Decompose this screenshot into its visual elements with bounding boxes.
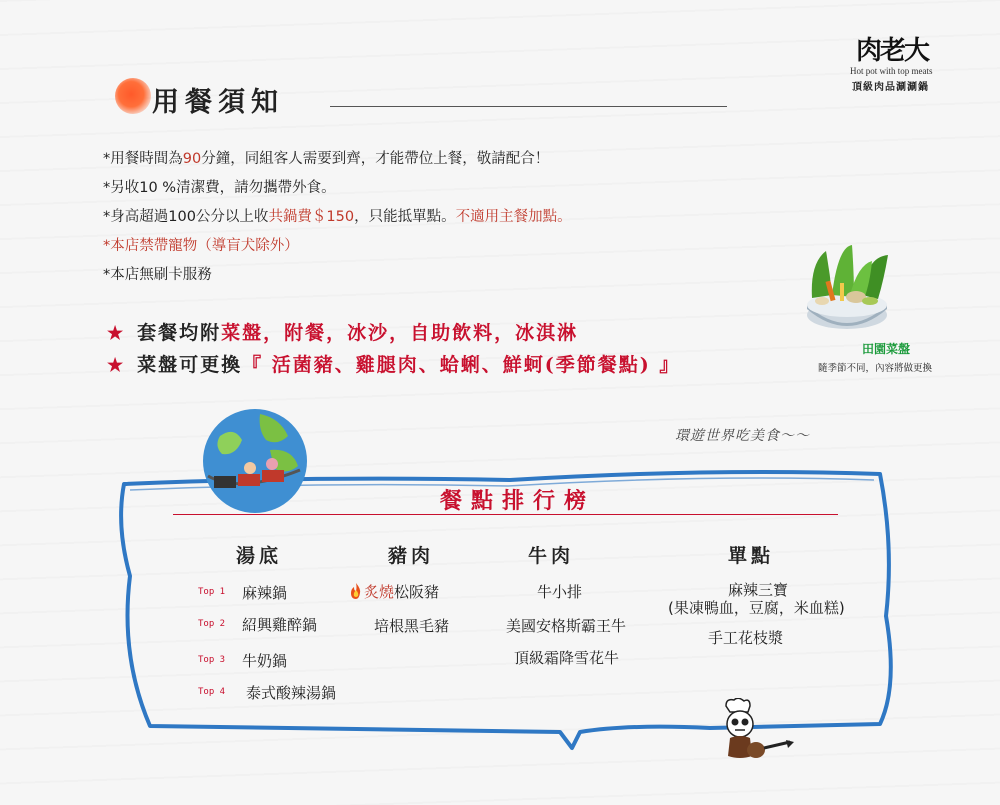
notice-no-pets: *本店禁帶寵物（導盲犬除外）: [103, 238, 299, 254]
heading-orange-dot: [115, 78, 151, 114]
brand-logo: [848, 30, 948, 100]
a-la-carte-item: 麻辣三寶: [728, 581, 789, 599]
soup-item: 牛奶鍋: [242, 652, 288, 670]
rank-label: Top 1: [198, 587, 226, 597]
column-header-a-la-carte: 單點: [728, 545, 775, 567]
notice-text: 分鐘，同組客人需要到齊，才能帶位上餐，敬請配合！: [201, 151, 550, 167]
rank-label: Top 2: [198, 619, 226, 629]
globe-train-illustration: [200, 406, 310, 516]
column-header-pork: 豬肉: [388, 545, 435, 567]
tag-flame-seared: 炙燒: [364, 583, 395, 601]
notice-no-cards: *本店無刷卡服務: [103, 267, 212, 283]
a-la-carte-item: 手工花枝漿: [708, 629, 784, 647]
plate-caption: 田園菜盤: [862, 342, 911, 356]
pork-item-name: 松阪豬: [394, 583, 440, 601]
star-icon: ★: [107, 323, 126, 344]
column-header-soup: 湯底: [236, 545, 283, 567]
travel-food-slogan: 環遊世界吃美食～～: [675, 428, 810, 444]
notice-dining-time: [103, 147, 549, 168]
fire-icon: [350, 583, 362, 599]
beef-item: 牛小排: [537, 583, 583, 601]
ranking-title-rule: [173, 514, 838, 515]
page-title: 用餐須知: [152, 87, 284, 118]
highlight-plate-swap: [107, 350, 680, 377]
pork-item: 培根黑毛豬: [374, 617, 450, 635]
beef-item: 頂級霜降雪花牛: [514, 649, 620, 667]
pork-item: [350, 581, 439, 602]
rank-label: Top 4: [198, 687, 226, 697]
rank-label: Top 3: [198, 655, 226, 665]
star-icon: ★: [107, 355, 126, 376]
chef-mascot-illustration: [718, 698, 796, 768]
notice-text: ，只能抵單點。: [354, 209, 456, 225]
soup-item: 紹興雞醉鍋: [242, 616, 318, 634]
notice-highlight: 不適用主餐加點。: [455, 209, 572, 225]
logo-mark: 肉老大: [856, 36, 929, 66]
logo-chinese-tagline: 頂級肉品涮涮鍋: [852, 82, 929, 93]
highlight-red-text: 『 活菌豬、雞腿肉、蛤蜊、鮮蚵(季節餐點) 』: [242, 354, 681, 376]
highlight-red-text: 菜盤，附餐，冰沙，自助飲料，冰淇淋: [221, 322, 579, 344]
beef-item: 美國安格斯霸王牛: [506, 617, 627, 635]
a-la-carte-item-detail: (果凍鴨血，豆腐，米血糕): [668, 599, 845, 617]
highlight-set-includes: [107, 318, 578, 345]
heading-underline: [330, 106, 727, 107]
logo-english-tagline: Hot pot with top meats: [850, 66, 933, 76]
highlight-lead: 套餐均附: [137, 322, 222, 344]
notice-highlight: 共鍋費＄150: [268, 209, 355, 225]
ranking-title: 餐點排行榜: [440, 488, 596, 514]
soup-item: 泰式酸辣湯鍋: [246, 684, 337, 702]
notice-text: *用餐時間為: [103, 151, 183, 167]
notice-height-fee: [103, 205, 572, 226]
plate-note: 隨季節不同，內容將做更換: [818, 363, 933, 374]
notice-service-fee: *另收10 %清潔費，請勿攜帶外食。: [103, 180, 336, 196]
column-header-beef: 牛肉: [528, 545, 575, 567]
soup-item: 麻辣鍋: [242, 584, 288, 602]
highlight-lead: 菜盤可更換: [137, 354, 243, 376]
veggie-plate-image: [792, 243, 902, 343]
notice-highlight: 90: [182, 151, 202, 167]
notice-text: *身高超過100公分以上收: [103, 209, 269, 225]
